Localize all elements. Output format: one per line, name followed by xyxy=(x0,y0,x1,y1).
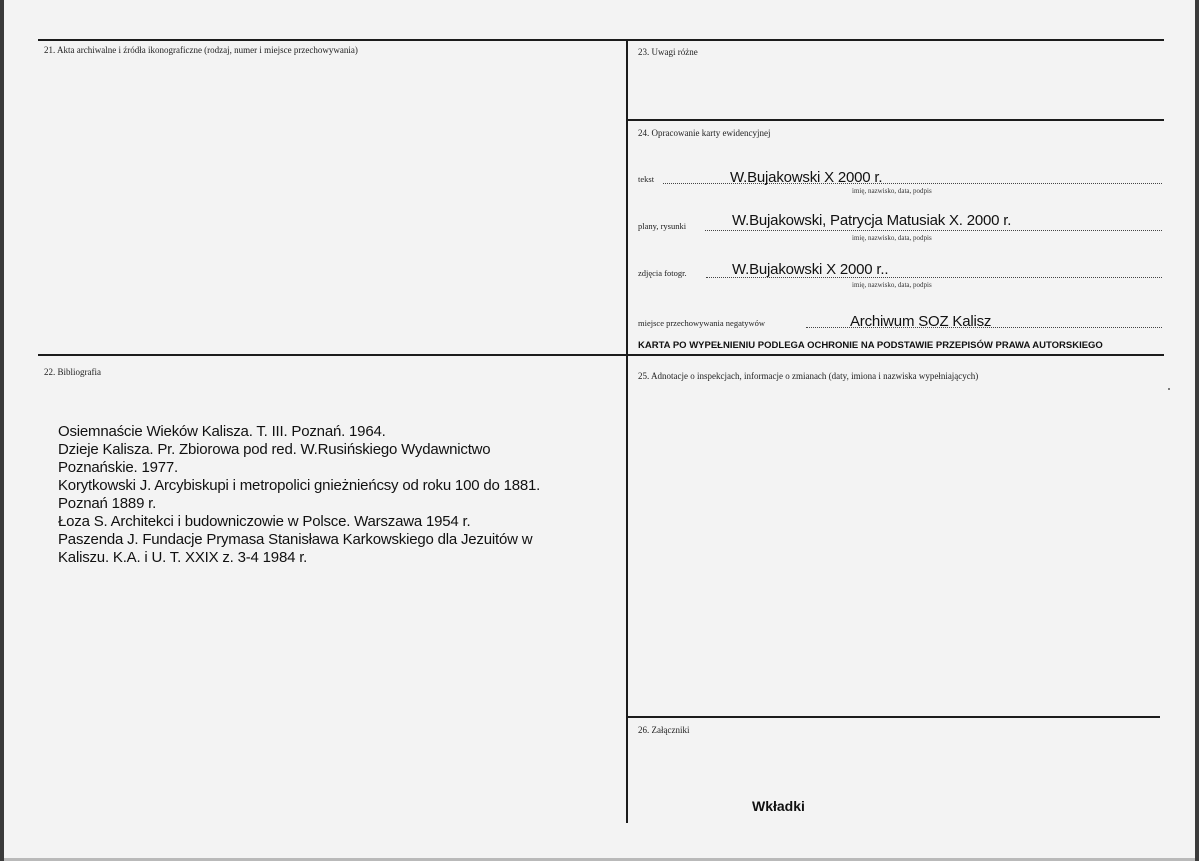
scan-left-edge xyxy=(0,0,4,861)
copyright-notice: KARTA PO WYPEŁNIENIU PODLEGA OCHRONIE NA PODSTAWIE PRZEPISÓW PRAWA AUTORSKIEGO xyxy=(638,340,1103,351)
scan-right-edge xyxy=(1195,0,1199,861)
middle-border-line xyxy=(38,354,1164,356)
bibliography-line: Poznańskie. 1977. xyxy=(58,459,179,476)
bibliography-line: Dzieje Kalisza. Pr. Zbiorowa pod red. W.Rusińskiego Wydawnictwo xyxy=(58,441,491,458)
s23-bottom-line xyxy=(628,119,1164,121)
section-22-title: 22. Bibliografia xyxy=(44,367,101,377)
section-21-title: 21. Akta archiwalne i źródła ikonograficzne (rodzaj, numer i miejsce przechowywania) xyxy=(44,45,358,55)
bibliography-line: Korytkowski J. Arcybiskupi i metropolici gnieżnieńcsy od roku 100 do 1881. xyxy=(58,477,541,494)
bibliography-line: Paszenda J. Fundacje Prymasa Stanisława Karkowskiego dla Jezuitów w xyxy=(58,531,533,548)
paper-speck xyxy=(1168,388,1170,390)
section-23-title: 23. Uwagi różne xyxy=(638,47,698,57)
bibliography-list xyxy=(58,423,628,567)
plany-caption: imię, nazwisko, data, podpis xyxy=(852,234,932,242)
negatywy-value: Archiwum SOZ Kalisz xyxy=(850,313,992,330)
record-card xyxy=(2,0,1196,858)
section-24-title: 24. Opracowanie karty ewidencyjnej xyxy=(638,128,771,138)
attachments-value: Wkładki xyxy=(752,798,805,814)
plany-dotted-line xyxy=(705,230,1162,231)
s25-bottom-line xyxy=(628,716,1160,718)
bibliography-line: Osiemnaście Wieków Kalisza. T. III. Poznań. 1964. xyxy=(58,423,386,440)
tekst-label: tekst xyxy=(638,174,655,184)
zdjecia-caption: imię, nazwisko, data, podpis xyxy=(852,281,932,289)
section-25-title: 25. Adnotacje o inspekcjach, informacje o zmianach (daty, imiona i nazwiska wypełniających) xyxy=(638,371,979,381)
bibliography-line: Kaliszu. K.A. i U. T. XXIX z. 3-4 1984 r. xyxy=(58,549,308,566)
negatywy-label: miejsce przechowywania negatywów xyxy=(638,318,765,328)
bibliography-line: Poznań 1889 r. xyxy=(58,495,157,512)
bibliography-line: Łoza S. Architekci i budowniczowie w Polsce. Warszawa 1954 r. xyxy=(58,513,471,530)
top-border-line xyxy=(38,39,1164,41)
tekst-caption: imię, nazwisko, data, podpis xyxy=(852,187,932,195)
zdjecia-value: W.Bujakowski X 2000 r.. xyxy=(732,261,889,278)
section-26-title: 26. Załączniki xyxy=(638,725,690,735)
tekst-value: W.Bujakowski X 2000 r. xyxy=(730,169,883,186)
plany-value: W.Bujakowski, Patrycja Matusiak X. 2000 r. xyxy=(732,212,1012,229)
zdjecia-label: zdjęcia fotogr. xyxy=(638,268,687,278)
plany-label: plany, rysunki xyxy=(638,221,687,231)
